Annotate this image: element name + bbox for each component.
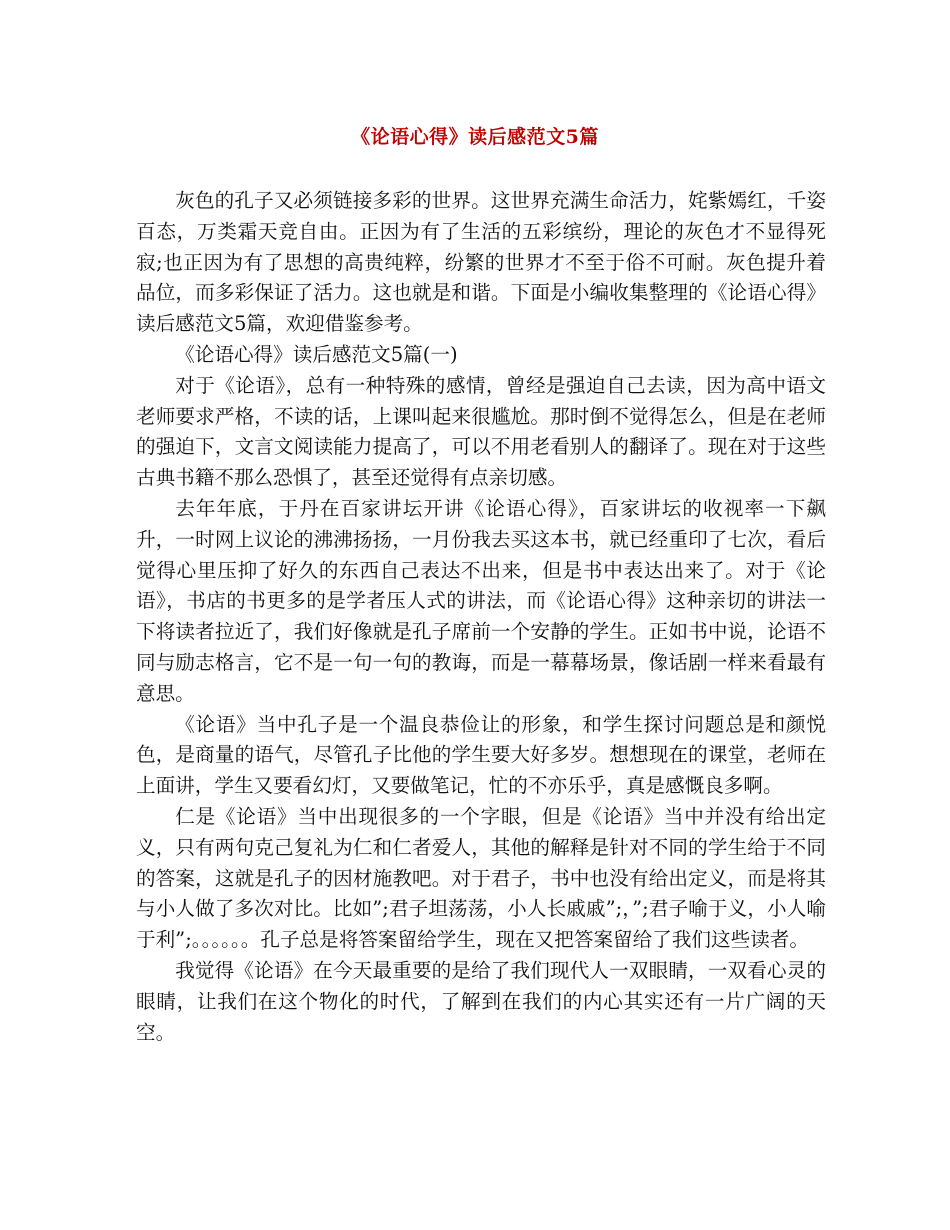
paragraph-intro: 灰色的孔子又必须链接多彩的世界。这世界充满生命活力，姹紫嫣红，千姿百态，万类霜天竞自由。正因为有了生活的五彩缤纷，理论的灰色才不显得死寂;也正因为有了思想的高贵纯粹，纷繁的世界才不至于俗不可耐。灰色提升着品位，而多彩保证了活力。这也就是和谐。下面是小编收集整理的《论语心得》读后感范文5篇，欢迎借鉴参考。 — [136, 189, 826, 336]
document-body — [136, 186, 826, 1048]
paragraph: 《论语》当中孔子是一个温良恭俭让的形象，和学生探讨问题总是和颜悦色，是商量的语气，尽管孔子比他的学生要大好多岁。想想现在的课堂，老师在上面讲，学生又要看幻灯，又要做笔记，忙的不亦乐乎，真是感慨良多啊。 — [136, 712, 826, 798]
paragraph: 对于《论语》，总有一种特殊的感情，曾经是强迫自己去读，因为高中语文老师要求严格，不读的话，上课叫起来很尴尬。那时倒不觉得怎么，但是在老师的强迫下，文言文阅读能力提高了，可以不用老看别人的翻译了。现在对于这些古典书籍不那么恐惧了，甚至还觉得有点亲切感。 — [136, 373, 826, 490]
paragraph: 我觉得《论语》在今天最重要的是给了我们现代人一双眼睛，一双看心灵的眼睛，让我们在这个物化的时代，了解到在我们的内心其实还有一片广阔的天空。 — [136, 958, 826, 1044]
paragraph: 去年年底，于丹在百家讲坛开讲《论语心得》，百家讲坛的收视率一下飙升，一时网上议论的沸沸扬扬，一月份我去买这本书，就已经重印了七次，看后觉得心里压抑了好久的东西自己表达不出来，但是书中表达出来了。对于《论语》，书店的书更多的是学者压人式的讲法，而《论语心得》这种亲切的讲法一下将读者拉近了，我们好像就是孔子席前一个安静的学生。正如书中说，论语不同与励志格言，它不是一句一句的教诲，而是一幕幕场景，像话剧一样来看最有意思。 — [136, 496, 826, 705]
page-title: 《论语心得》读后感范文5篇 — [351, 126, 599, 148]
paragraph: 仁是《论语》当中出现很多的一个字眼，但是《论语》当中并没有给出定义，只有两句克己复礼为仁和仁者爱人，其他的解释是针对不同的学生给于不同的答案，这就是孔子的因材施教吧。对于君子，书中也没有给出定义，而是将其与小人做了多次对比。比如”;君子坦荡荡，小人长戚戚”;，”;君子喻于义，小人喻于利”;。。。。。。孔子总是将答案留给学生，现在又把答案留给了我们这些读者。 — [136, 804, 826, 952]
section-heading: 《论语心得》读后感范文5篇(一) — [175, 342, 458, 366]
